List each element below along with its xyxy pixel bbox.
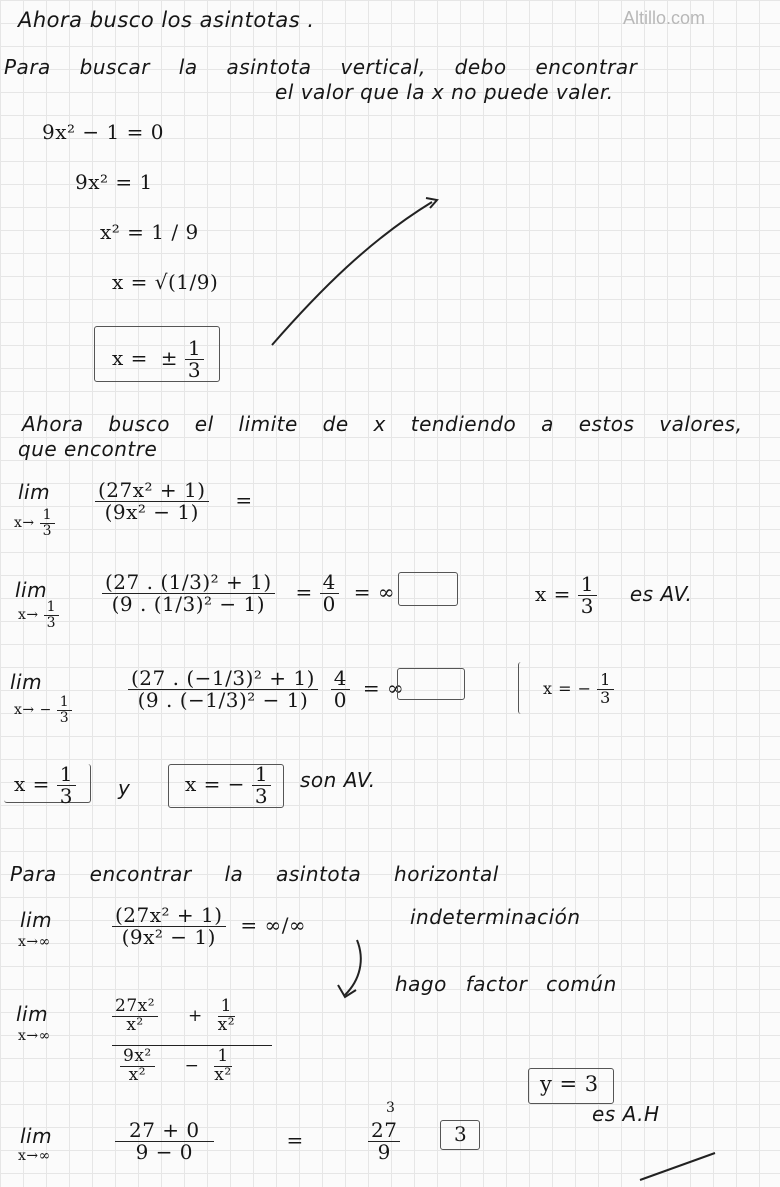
equation-step: x² = 1 / 9 (100, 220, 199, 244)
limit-2: lim (15, 578, 48, 602)
conclusion-and: y (118, 776, 131, 800)
solution: x = ± $\frac{1}{3}$ (112, 338, 204, 381)
limit-4: lim (20, 908, 53, 932)
watermark: Altillo.com (622, 8, 705, 28)
limit-3: lim (10, 670, 43, 694)
limit-6-fraction: $\frac{27 + 0}{9 - 0}$ = (115, 1120, 304, 1163)
ah-text: es A.H (592, 1102, 660, 1126)
equation-step: 9x² − 1 = 0 (42, 120, 164, 144)
conclusion-text: son AV. (300, 768, 376, 792)
limit-5: lim (16, 1002, 49, 1026)
result-box (397, 668, 465, 700)
limit-6: lim (20, 1124, 53, 1148)
equation-step: x = √(1/9) (112, 270, 219, 294)
limit-1: lim (18, 480, 51, 504)
equation-step: 9x² = 1 (75, 170, 153, 194)
conclusion-1: x = $\frac{1}{3}$ (14, 764, 76, 807)
limit-4-subscript: x→∞ (18, 934, 51, 950)
text-line: que encontre (18, 437, 158, 461)
horizontal-asymptote: y = 3 (540, 1072, 599, 1096)
av-1: x = $\frac{1}{3}$ es AV. (535, 572, 693, 618)
limit-6-result-fraction: $\frac{27}{9}$ (368, 1120, 400, 1163)
limit-1-subscript: x→ $\frac{1}{3}$ (14, 508, 55, 538)
text-line: Ahora busco el limite de x tendiendo a estos valores, (22, 412, 743, 436)
text-line: Para encontrar la asintota horizontal (10, 862, 499, 886)
limit-2-subscript: x→ $\frac{1}{3}$ (18, 600, 59, 630)
limit-3-subscript: x→ − $\frac{1}{3}$ (14, 695, 72, 725)
conclusion-2: x = − $\frac{1}{3}$ (185, 764, 271, 807)
result-box (398, 572, 458, 606)
limit-4-fraction: $\frac{\text{(27x² + 1)}}{\text{(9x² − 1)}}$ = ∞/∞ (112, 905, 306, 948)
simplification-mark: 3 (386, 1100, 396, 1116)
indeterminacy-label: indeterminación (410, 905, 581, 929)
text-line: el valor que la x no puede valer. (275, 80, 614, 104)
limit-3-fraction: $\frac{\text{(27 . (−1/3)² + 1)}}{\text{(9 . (−1/3)² − 1)}}$ $\frac{4}{0}$ = ∞ (128, 668, 404, 711)
final-result: 3 (454, 1122, 468, 1146)
limit-1-fraction: $\frac{\text{(27x² + 1)}}{\text{(9x² − 1)}}$ = (95, 480, 253, 523)
limit-2-fraction: $\frac{\text{(27 . (1/3)² + 1)}}{\text{(9 . (1/3)² − 1)}}$ = $\frac{4}{0}$ = ∞ (102, 572, 395, 615)
limit-5-compound-fraction: $\frac{\text{27x²}}{\text{x²}}$ + $\frac{1}{\text{x²}}$ $\frac{\text{9x²}}{\text{x²}}$ − $\frac{1}{\text{x²}}$ (112, 998, 277, 1090)
limit-6-subscript: x→∞ (18, 1148, 51, 1164)
text-line: Para buscar la asintota vertical, debo encontrar (4, 55, 638, 79)
av-2: x = − $\frac{1}{3}$ (543, 672, 614, 707)
limit-5-subscript: x→∞ (18, 1028, 51, 1044)
common-factor-label: hago factor común (395, 972, 617, 996)
heading-line: Ahora busco los asintotas . (18, 8, 315, 32)
